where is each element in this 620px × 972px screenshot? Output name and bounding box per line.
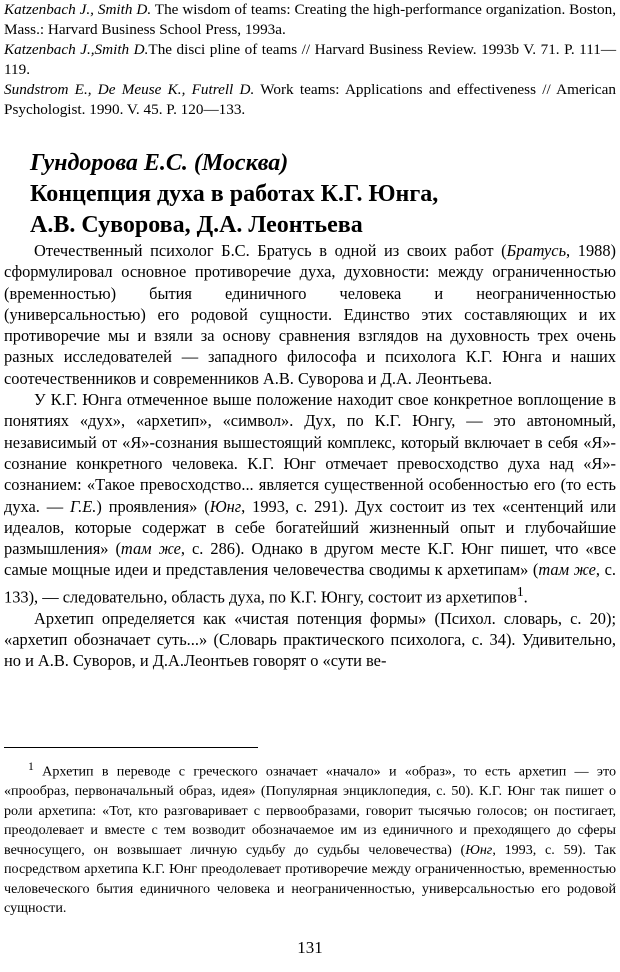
citation-italic: Братусь [506, 241, 567, 260]
article-body [4, 240, 616, 671]
paragraph-3 [4, 608, 616, 672]
reference-text: The wisdom of teams: Creating the high-performance organization. Boston, Mass.: Harvard Business School Press, 1993a. [4, 1, 617, 38]
text-run: У К.Г. Юнга отмеченное выше положение находит свое конкретное воплощение в понятиях «дух», «архетип», «символ». Дух, по К.Г. Юнгу, — это автономный, независимый от «Я»-сознания вышестоящий комплекс, который включает в себя «Я»-сознание конкретного человека. К.Г. Юнг отмечает превосходство духа над «Я»-сознанием: «Такое превосходство... является существенной особенностью его (то есть духа. — [4, 390, 616, 516]
text-run: Архетип определяется как «чистая потенция формы» (Психол. словарь, с. 20); «архетип обозначает суть...» (Словарь практического психолога, с. 34). Удивительно, но и А.В. Суворов, и Д.А.Леонтьев говорят о «сути ве- [4, 608, 616, 671]
text-run: , 1988) сформулировал основное противоречие духа, духовности: между ограниченностью (временностью) бытия единичного человека и неограниченностью (универсальностью) его родовой сущности. Единство этих составляющих и их противоречие мы и взяли за основу сравнения взглядов на духовность трех очень разных исследователей — западного философа и психолога К.Г. Юнга и наших соотечественников и современников А.В. Суворова и Д.А. Леонтьева. [4, 241, 616, 388]
article-author: Гундорова Е.С. (Москва) [30, 150, 289, 176]
footnote-marker: 1 [516, 583, 524, 599]
reference-author: Katzenbach J., Smith D. [4, 1, 152, 18]
footnote-number: 1 [28, 760, 34, 773]
citation-italic: Г.Е. [70, 496, 97, 516]
text-run: , 1993, с. 291). Дух состоит из тех «сентенций или идеалов, которые содержат в себе богатейший жизненный опыт и глубочайшие размышления» ( [4, 496, 616, 559]
reference-item [4, 80, 616, 120]
text-run: , с. 133), — следовательно, область духа, по К.Г. Юнгу, состоит из архетипов [4, 560, 616, 607]
reference-list [4, 0, 616, 120]
text-run: ) проявления» ( [96, 496, 210, 516]
paragraph-2 [4, 389, 616, 607]
reference-author: Katzenbach J.,Smith D. [4, 41, 149, 58]
article-title-line-1: Концепция духа в работах К.Г. Юнга, [30, 181, 439, 207]
text-run: , с. 286). Однако в другом месте К.Г. Юнг пишет, что «все самые мощные идеи и представления человечества сводимы к архетипам» ( [4, 539, 616, 580]
reference-text: The disci pline of teams // Harvard Business Review. 1993b V. 71. P. 111—119. [4, 41, 617, 78]
text-run: . [523, 587, 528, 607]
citation-italic: там же [538, 560, 596, 580]
text-run: Отечественный психолог Б.С. Братусь в одной из своих работ ( [34, 241, 507, 260]
reference-text: Work teams: Applications and effectiveness // American Psychologist. 1990. V. 45. P. 120—133. [4, 81, 616, 118]
reference-item [4, 40, 616, 80]
reference-item [4, 0, 616, 40]
footnote [4, 757, 616, 919]
text-run: , 1993, с. 59). Так посредством архетипа К.Г. Юнг преодолевает противоречие между ограниченностью, временностью человеческого бытия единичного человека и неограниченностью, универсальностью его родовой сущности. [4, 841, 617, 917]
footnote-divider [4, 747, 258, 748]
paragraph-1 [4, 240, 616, 389]
page-number: 131 [297, 938, 323, 957]
text-run: Архетип в переводе с греческого означает «начало» и «образ», то есть архетип — это «прообраз, первоначальный образ, идея» (Популярная энциклопедия, с. 50). К.Г. Юнг так пишет о роли архетипа: «Тот, кто разговаривает с первообразами, говорит тысячью голосов; он постигает, преодолевает и вместе с тем возводит обозначаемое им из единичного и преходящего до сферы вечносущего, он возвышает личную судьбу до судьбы человечества) ( [4, 763, 616, 858]
citation-italic: Юнг [465, 841, 493, 858]
citation-italic: там же [120, 539, 181, 559]
article-heading [30, 148, 610, 241]
reference-author: Sundstrom E., De Meuse K., Futrell D. [4, 81, 255, 98]
article-title-line-2: А.В. Суворова, Д.А. Леонтьева [30, 212, 363, 238]
citation-italic: Юнг [209, 496, 242, 516]
